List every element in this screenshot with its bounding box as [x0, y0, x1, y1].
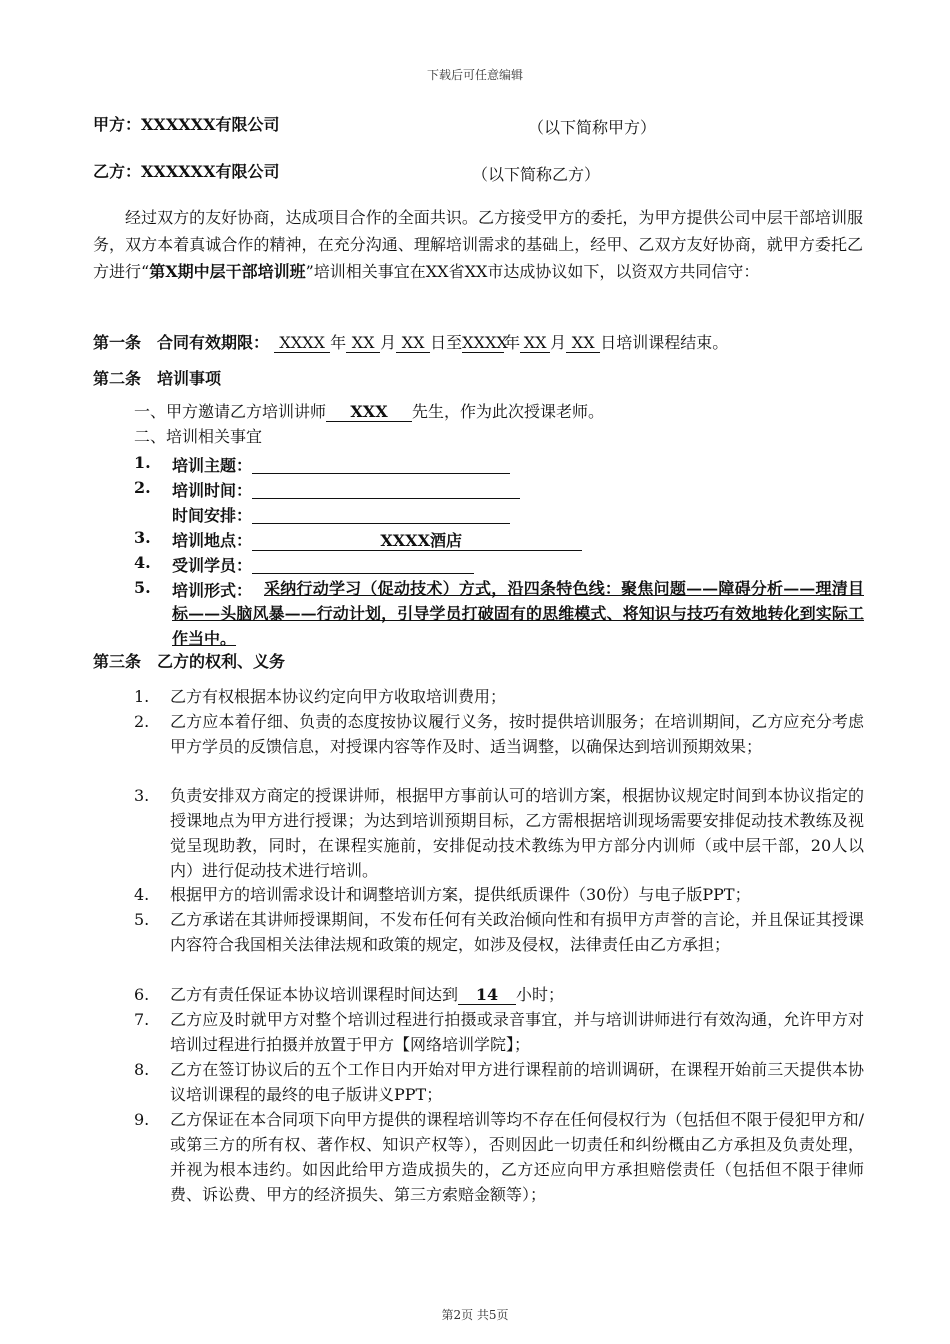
end-month: XX	[520, 334, 550, 353]
article-3-item: 2. 乙方应本着仔细、负责的态度按协议履行义务，按时提供培训服务；在培训期间，乙方应充分考虑甲方学员的反馈信息，对授课内容等作及时、适当调整，以确保达到培训预期效果；	[134, 712, 864, 756]
header-note: 下载后可任意编辑	[426, 68, 523, 82]
month-text: 月	[380, 333, 397, 352]
training-form-label: 培训形式：	[172, 581, 253, 600]
training-topic-label: 培训主题：	[172, 453, 510, 476]
training-location-label: 培训地点： XXXX酒店	[172, 528, 582, 551]
day-to-text: 日至	[430, 333, 463, 352]
start-month: XX	[346, 334, 380, 353]
party-a-note: （以下简称甲方）	[528, 118, 657, 137]
end-year: XXXX	[462, 333, 508, 352]
start-day: XX	[396, 334, 430, 353]
article-3-item: 7. 乙方应及时就甲方对整个培训过程进行拍摄或录音事宜，并与培训讲师进行有效沟通，允许甲方对培训过程进行拍摄并放置于甲方【网络培训学院】；	[134, 1010, 864, 1054]
article-3-item: 1. 乙方有权根据本协议约定向甲方收取培训费用；	[134, 687, 507, 706]
trainer-invite-prefix: 一、甲方邀请乙方培训讲师	[134, 402, 327, 421]
article-3-item: 5. 乙方承诺在其讲师授课期间，不发布任何有关政治倾向性和有损甲方声誉的言论，并且保证其授课内容符合我国相关法律法规和政策的规定，如涉及侵权，法律责任由乙方承担；	[134, 910, 864, 954]
training-topic-blank	[252, 457, 510, 474]
trainer-name: XXX	[326, 403, 412, 422]
article-1-heading: 第一条 合同有效期限：	[93, 333, 270, 352]
training-time-blank	[252, 482, 520, 499]
end-text: 日培训课程结束。	[600, 333, 729, 352]
article-3-item: 8. 乙方在签订协议后的五个工作日内开始对甲方进行课程前的培训调研，在课程开始前三天提供本协议培训课程的最终的电子版讲义PPT；	[134, 1060, 864, 1104]
article-3-item: 9. 乙方保证在本合同项下向甲方提供的课程培训等均不存在任何侵权行为（包括但不限于侵犯甲方和/或第三方的所有权、著作权、知识产权等），否则因此一切责任和纠纷概由乙方承担及负责处理，并视为根本违约。如因此给甲方造成损失的，乙方还应向甲方承担赔偿责任（包括但不限于律师费、诉讼费、甲方的经济损失、第三方索赔金额等）；	[134, 1110, 864, 1204]
party-b-label: 乙方：XXXXXX有限公司	[93, 162, 280, 181]
schedule-label: 时间安排：	[172, 503, 510, 526]
trainer-invite-suffix: 先生，作为此次授课老师。	[412, 402, 605, 421]
item-3-num: 3.	[134, 528, 151, 547]
trainees-label: 受训学员：	[172, 553, 474, 576]
page-number: 第2页 共5页	[441, 1308, 509, 1322]
intro-text-1: 经过双方的友好协商，达成项目合作的全面共识。乙方接受甲方的委托，为甲方提供公司中层干部培训服务，双方本着真诚合作的精神，在充分沟通、理解培训需求的基础上，经甲、乙双方友好协商，就甲方委托乙方进行“	[93, 208, 863, 281]
item-2-num: 2.	[134, 478, 151, 497]
training-time-label: 培训时间：	[172, 478, 520, 501]
intro-paragraph	[93, 204, 863, 285]
party-a-label: 甲方：XXXXXX有限公司	[93, 115, 280, 134]
training-form-text: 采纳行动学习（促动技术）方式，沿四条特色线：聚焦问题——障碍分析——理清目标——头脑风暴——行动计划，引导学员打破固有的思维模式、将知识与技巧有效地转化到实际工作当中。	[172, 579, 864, 648]
training-location-value: XXXX酒店	[252, 532, 582, 551]
year-text-2: 年	[504, 333, 521, 352]
item-5-num: 5.	[134, 578, 151, 597]
article-3-item: 6. 乙方有责任保证本协议培训课程时间达到 14 小时；	[134, 985, 565, 1004]
end-day: XX	[566, 334, 600, 353]
training-hours: 14	[458, 986, 516, 1005]
schedule-blank	[252, 507, 510, 524]
item-4-num: 4.	[134, 553, 151, 572]
intro-text-2: ”培训相关事宜在XX省XX市达成协议如下，以资双方共同信守：	[305, 262, 760, 281]
article-1-line	[93, 333, 728, 353]
article-3-heading: 第三条 乙方的权利、义务	[93, 652, 286, 671]
start-year: XXXX	[274, 334, 330, 353]
article-3-item: 3. 负责安排双方商定的授课讲师，根据甲方事前认可的培训方案，根据协议规定时间到本协议指定的授课地点为甲方进行授课；为达到培训预期目标，乙方需根据培训现场需要安排促动技术教练及视觉呈现助教，同时，在课程实施前，安排促动技术教练为甲方部分内训师（或中层干部，20人以内）进行促动技术进行培训。	[134, 786, 864, 880]
training-matters-subheading: 二、培训相关事宜	[134, 427, 263, 446]
trainer-invite-line	[134, 402, 604, 422]
month-text-2: 月	[550, 333, 567, 352]
intro-course-name: 第X期中层干部培训班	[149, 262, 306, 281]
article-3-item: 4. 根据甲方的培训需求设计和调整培训方案，提供纸质课件（30份）与电子版PPT；	[134, 885, 751, 904]
trainees-blank	[252, 557, 474, 574]
article-2-heading: 第二条 培训事项	[93, 369, 222, 388]
party-b-note: （以下简称乙方）	[472, 165, 601, 184]
item-1-num: 1.	[134, 453, 151, 472]
year-text: 年	[330, 333, 347, 352]
